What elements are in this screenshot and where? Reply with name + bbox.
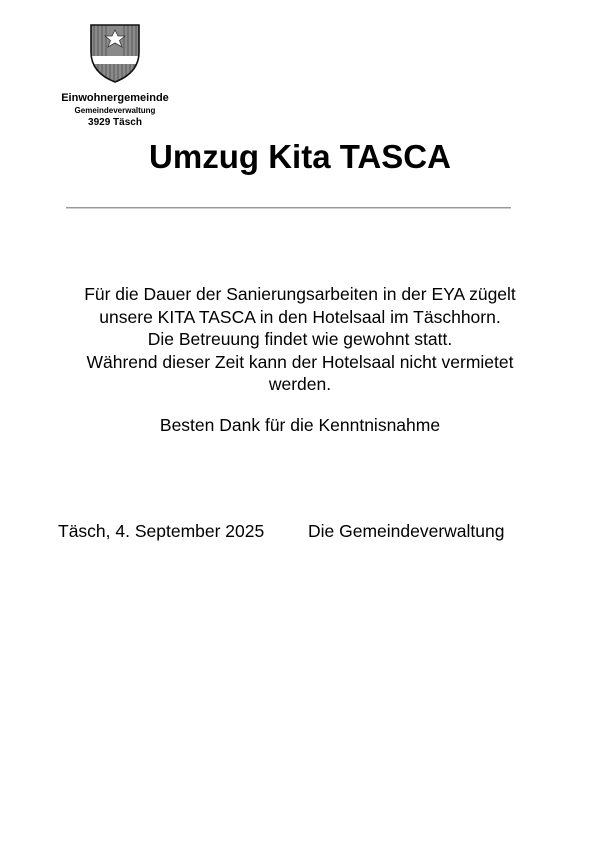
municipal-coat-of-arms-icon [88, 22, 142, 84]
body-line: Während dieser Zeit kann der Hotelsaal nicht vermietet [86, 351, 514, 372]
place-date: Täsch, 4. September 2025 [58, 521, 265, 541]
body-line: Die Betreuung findet wie gewohnt statt. [147, 329, 453, 349]
organization-line3: 3929 Täsch [88, 117, 142, 128]
body-line: unsere KITA TASCA in den Hotelsaal im Täschhorn. [99, 306, 501, 327]
body-line: Für die Dauer der Sanierungsarbeiten in der EYA zügelt [84, 284, 516, 304]
notice-body [40, 283, 560, 396]
organization-name [50, 92, 180, 129]
divider [66, 207, 511, 209]
body-line: werden. [268, 374, 332, 394]
sender: Die Gemeindeverwaltung [308, 521, 505, 541]
organization-line1: Einwohnergemeinde [61, 92, 169, 104]
thanks-line: Besten Dank für die Kenntnisnahme [159, 415, 441, 435]
page-title: Umzug Kita TASCA [149, 138, 451, 175]
organization-line2: Gemeindeverwaltung [74, 106, 156, 115]
